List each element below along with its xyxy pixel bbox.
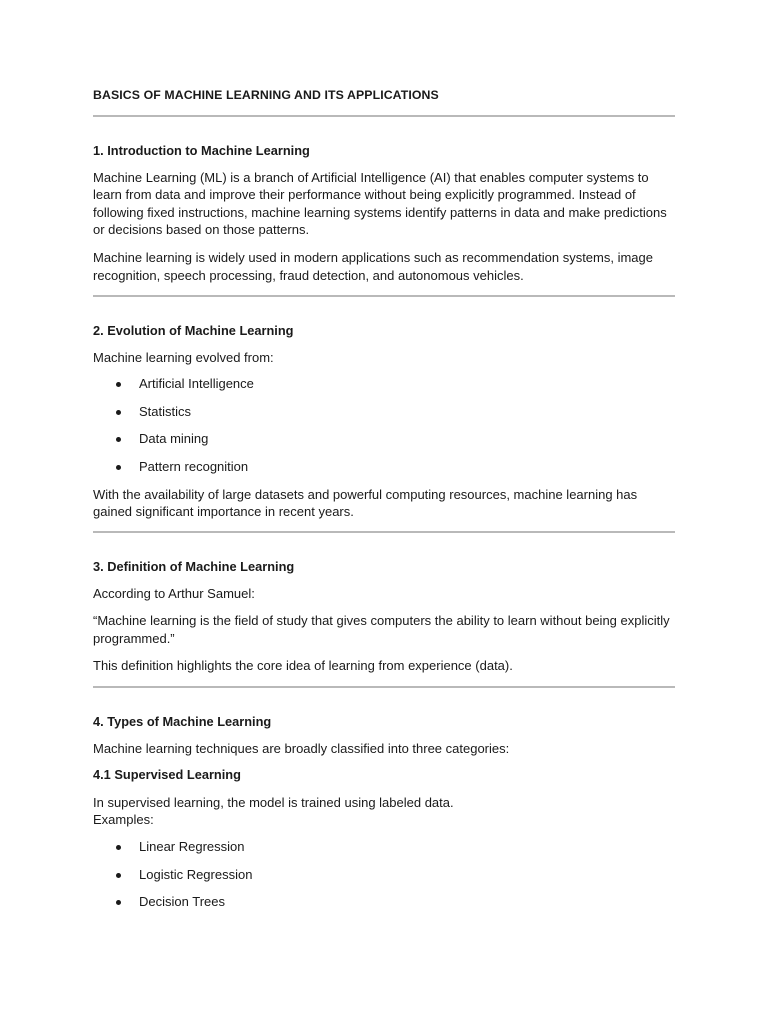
list-item xyxy=(93,893,675,921)
section-heading: 3. Definition of Machine Learning xyxy=(93,559,295,574)
section-introduction xyxy=(93,142,675,284)
paragraph: This definition highlights the core idea of learning from experience (data). xyxy=(93,658,513,674)
list-item-text: Statistics xyxy=(139,403,192,419)
document-title: BASICS OF MACHINE LEARNING AND ITS APPLICATIONS xyxy=(93,88,439,102)
bullet-icon xyxy=(116,410,121,415)
subsection-heading: 4.1 Supervised Learning xyxy=(93,767,241,783)
section-types xyxy=(93,713,675,921)
list-item xyxy=(93,866,675,894)
list-item-text: Pattern recognition xyxy=(139,458,249,474)
list-item-text: Logistic Regression xyxy=(139,866,253,882)
bullet-list xyxy=(93,375,675,485)
paragraph: Machine Learning (ML) is a branch of Artificial Intelligence (AI) that enables computer systems to learn from data and improve their performance without being explicitly programmed. Instead of following fixed instructions, machine learning systems identify patterns in data and make predictions or decisions based on those patterns. xyxy=(93,169,667,238)
paragraph: Machine learning techniques are broadly classified into three categories: xyxy=(93,740,510,756)
bullet-icon xyxy=(116,900,121,905)
list-item-text: Linear Regression xyxy=(139,838,245,854)
bullet-icon xyxy=(116,437,121,442)
section-heading: 2. Evolution of Machine Learning xyxy=(93,323,294,338)
list-item-text: Data mining xyxy=(139,431,209,447)
section-definition xyxy=(93,558,675,675)
list-item xyxy=(93,430,675,458)
bullet-icon xyxy=(116,465,121,470)
paragraph: According to Arthur Samuel: xyxy=(93,585,255,601)
list-item xyxy=(93,403,675,431)
section-heading: 1. Introduction to Machine Learning xyxy=(93,143,310,158)
bullet-icon xyxy=(116,845,121,850)
list-item-text: Artificial Intelligence xyxy=(139,376,254,392)
horizontal-rule xyxy=(93,115,675,117)
paragraph: In supervised learning, the model is trained using labeled data. xyxy=(93,794,454,810)
section-evolution xyxy=(93,322,675,521)
examples-label: Examples: xyxy=(93,812,154,828)
list-item xyxy=(93,375,675,403)
horizontal-rule xyxy=(93,686,675,688)
horizontal-rule xyxy=(93,295,675,297)
list-item-text: Decision Trees xyxy=(139,894,225,910)
bullet-list xyxy=(93,838,675,921)
paragraph: With the availability of large datasets and powerful computing resources, machine learning has gained significant importance in recent years. xyxy=(93,486,638,520)
section-heading: 4. Types of Machine Learning xyxy=(93,714,272,729)
bullet-icon xyxy=(116,873,121,878)
horizontal-rule xyxy=(93,531,675,533)
list-item xyxy=(93,458,675,486)
quote: “Machine learning is the field of study that gives computers the ability to learn without being explicitly programmed.” xyxy=(93,613,670,646)
paragraph: Machine learning evolved from: xyxy=(93,349,274,365)
paragraph: Machine learning is widely used in modern applications such as recommendation systems, image recognition, speech processing, fraud detection, and autonomous vehicles. xyxy=(93,249,653,283)
list-item xyxy=(93,838,675,866)
bullet-icon xyxy=(116,382,121,387)
